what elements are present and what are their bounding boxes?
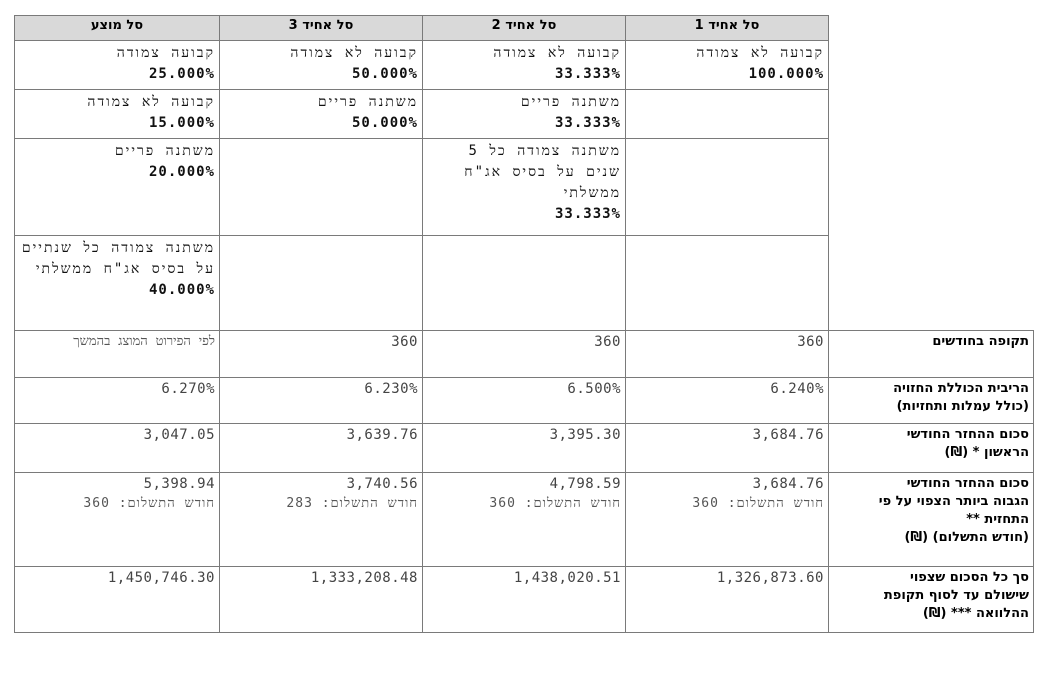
month-value: 283 bbox=[286, 496, 313, 511]
track-name: קבועה צמודה bbox=[116, 45, 215, 61]
track-row bbox=[15, 236, 1034, 331]
month-prefix: חודש התשלום: bbox=[321, 496, 418, 511]
month-value: 360 bbox=[489, 496, 516, 511]
track-row bbox=[15, 139, 1034, 236]
track-percent: 50.000% bbox=[351, 66, 418, 82]
track-cell-basket2-empty bbox=[423, 236, 626, 331]
track-cell-basket1-empty bbox=[626, 236, 829, 331]
first-payment-label-line1: סכום ההחזר החודשי bbox=[906, 427, 1029, 442]
max-payment-basket2 bbox=[423, 473, 626, 567]
month-value: 360 bbox=[692, 496, 719, 511]
max-payment-month bbox=[427, 494, 621, 513]
label-blank bbox=[829, 139, 1034, 236]
track-cell-offered bbox=[15, 90, 220, 139]
track-cell-basket1-empty bbox=[626, 90, 829, 139]
max-payment-value: 4,798.59 bbox=[549, 476, 621, 492]
period-label: תקופה בחודשים bbox=[829, 331, 1034, 378]
period-row bbox=[15, 331, 1034, 378]
col-header-basket1: סל אחיד 1 bbox=[626, 16, 829, 41]
first-payment-row bbox=[15, 424, 1034, 473]
track-name: משתנה פריים bbox=[317, 94, 418, 110]
track-cell-basket2 bbox=[423, 139, 626, 236]
max-payment-month bbox=[224, 494, 418, 513]
track-percent: 25.000% bbox=[148, 66, 215, 82]
first-payment-offered: 3,047.05 bbox=[15, 424, 220, 473]
col-header-offered: סל מוצע bbox=[15, 16, 220, 41]
rate-basket3: 6.230% bbox=[220, 378, 423, 424]
rate-basket1: 6.240% bbox=[626, 378, 829, 424]
total-basket2: 1,438,020.51 bbox=[423, 567, 626, 633]
max-payment-month bbox=[19, 494, 215, 513]
month-prefix: חודש התשלום: bbox=[118, 496, 215, 511]
track-name: קבועה לא צמודה bbox=[87, 94, 215, 110]
total-label bbox=[829, 567, 1034, 633]
header-row bbox=[15, 16, 1034, 41]
track-name: קבועה לא צמודה bbox=[290, 45, 418, 61]
month-value: 360 bbox=[83, 496, 110, 511]
track-cell-offered bbox=[15, 139, 220, 236]
col-header-basket3: סל אחיד 3 bbox=[220, 16, 423, 41]
period-basket2: 360 bbox=[423, 331, 626, 378]
track-percent: 15.000% bbox=[148, 115, 215, 131]
track-percent: 40.000% bbox=[148, 282, 215, 298]
corner-blank bbox=[829, 16, 1034, 41]
max-payment-basket3 bbox=[220, 473, 423, 567]
rate-basket2: 6.500% bbox=[423, 378, 626, 424]
first-payment-basket1: 3,684.76 bbox=[626, 424, 829, 473]
track-percent: 20.000% bbox=[148, 164, 215, 180]
rate-label-line1: הריבית הכוללת החזויה bbox=[893, 381, 1029, 396]
track-name: קבועה לא צמודה bbox=[696, 45, 824, 61]
track-cell-basket2 bbox=[423, 90, 626, 139]
track-cell-basket3-empty bbox=[220, 139, 423, 236]
track-name: קבועה לא צמודה bbox=[493, 45, 621, 61]
period-offered: לפי הפירוט המוצג בהמשך bbox=[15, 331, 220, 378]
track-row bbox=[15, 41, 1034, 90]
total-label-line2: שישולם עד לסוף תקופת bbox=[883, 588, 1029, 603]
total-basket3: 1,333,208.48 bbox=[220, 567, 423, 633]
rate-offered: 6.270% bbox=[15, 378, 220, 424]
track-cell-basket1 bbox=[626, 41, 829, 90]
max-payment-offered bbox=[15, 473, 220, 567]
max-payment-value: 3,740.56 bbox=[346, 476, 418, 492]
track-name: משתנה צמודה כל 5 שנים על בסיס אג"ח ממשלתי bbox=[464, 143, 621, 201]
max-payment-label bbox=[829, 473, 1034, 567]
month-prefix: חודש התשלום: bbox=[524, 496, 621, 511]
track-percent: 100.000% bbox=[748, 66, 824, 82]
max-payment-basket1 bbox=[626, 473, 829, 567]
track-cell-basket3-empty bbox=[220, 236, 423, 331]
track-cell-basket1-empty bbox=[626, 139, 829, 236]
period-basket1: 360 bbox=[626, 331, 829, 378]
label-blank bbox=[829, 41, 1034, 90]
track-name: משתנה פריים bbox=[520, 94, 621, 110]
month-prefix: חודש התשלום: bbox=[727, 496, 824, 511]
rate-row bbox=[15, 378, 1034, 424]
total-label-line1: סך כל הסכום שצפוי bbox=[910, 570, 1029, 585]
track-percent: 50.000% bbox=[351, 115, 418, 131]
track-percent: 33.333% bbox=[554, 115, 621, 131]
first-payment-label bbox=[829, 424, 1034, 473]
total-basket1: 1,326,873.60 bbox=[626, 567, 829, 633]
period-basket3: 360 bbox=[220, 331, 423, 378]
first-payment-label-line2: הראשון * (₪) bbox=[944, 445, 1029, 460]
col-header-basket2: סל אחיד 2 bbox=[423, 16, 626, 41]
track-cell-basket3 bbox=[220, 41, 423, 90]
track-percent: 33.333% bbox=[554, 66, 621, 82]
track-cell-basket3 bbox=[220, 90, 423, 139]
rate-label-line2: (כולל עמלות ותחזיות) bbox=[896, 399, 1029, 414]
max-payment-row bbox=[15, 473, 1034, 567]
track-name: משתנה פריים bbox=[114, 143, 215, 159]
max-payment-label-line4: (חודש התשלום) (₪) bbox=[904, 530, 1029, 545]
max-payment-label-line2: הגבוה ביותר הצפוי על פי bbox=[878, 494, 1029, 509]
label-blank bbox=[829, 236, 1034, 331]
max-payment-value: 5,398.94 bbox=[143, 476, 215, 492]
mortgage-comparison-table bbox=[14, 15, 1034, 633]
total-row bbox=[15, 567, 1034, 633]
track-cell-offered bbox=[15, 41, 220, 90]
max-payment-value: 3,684.76 bbox=[752, 476, 824, 492]
track-row bbox=[15, 90, 1034, 139]
max-payment-label-line3: התחזית ** bbox=[966, 512, 1029, 527]
label-blank bbox=[829, 90, 1034, 139]
first-payment-basket3: 3,639.76 bbox=[220, 424, 423, 473]
max-payment-month bbox=[630, 494, 824, 513]
track-cell-basket2 bbox=[423, 41, 626, 90]
rate-label bbox=[829, 378, 1034, 424]
track-cell-offered bbox=[15, 236, 220, 331]
max-payment-label-line1: סכום ההחזר החודשי bbox=[906, 476, 1029, 491]
track-percent: 33.333% bbox=[554, 206, 621, 222]
total-offered: 1,450,746.30 bbox=[15, 567, 220, 633]
first-payment-basket2: 3,395.30 bbox=[423, 424, 626, 473]
track-name: משתנה צמודה כל שנתיים על בסיס אג"ח ממשלתי bbox=[21, 240, 215, 277]
total-label-line3: ההלוואה *** (₪) bbox=[922, 606, 1029, 621]
